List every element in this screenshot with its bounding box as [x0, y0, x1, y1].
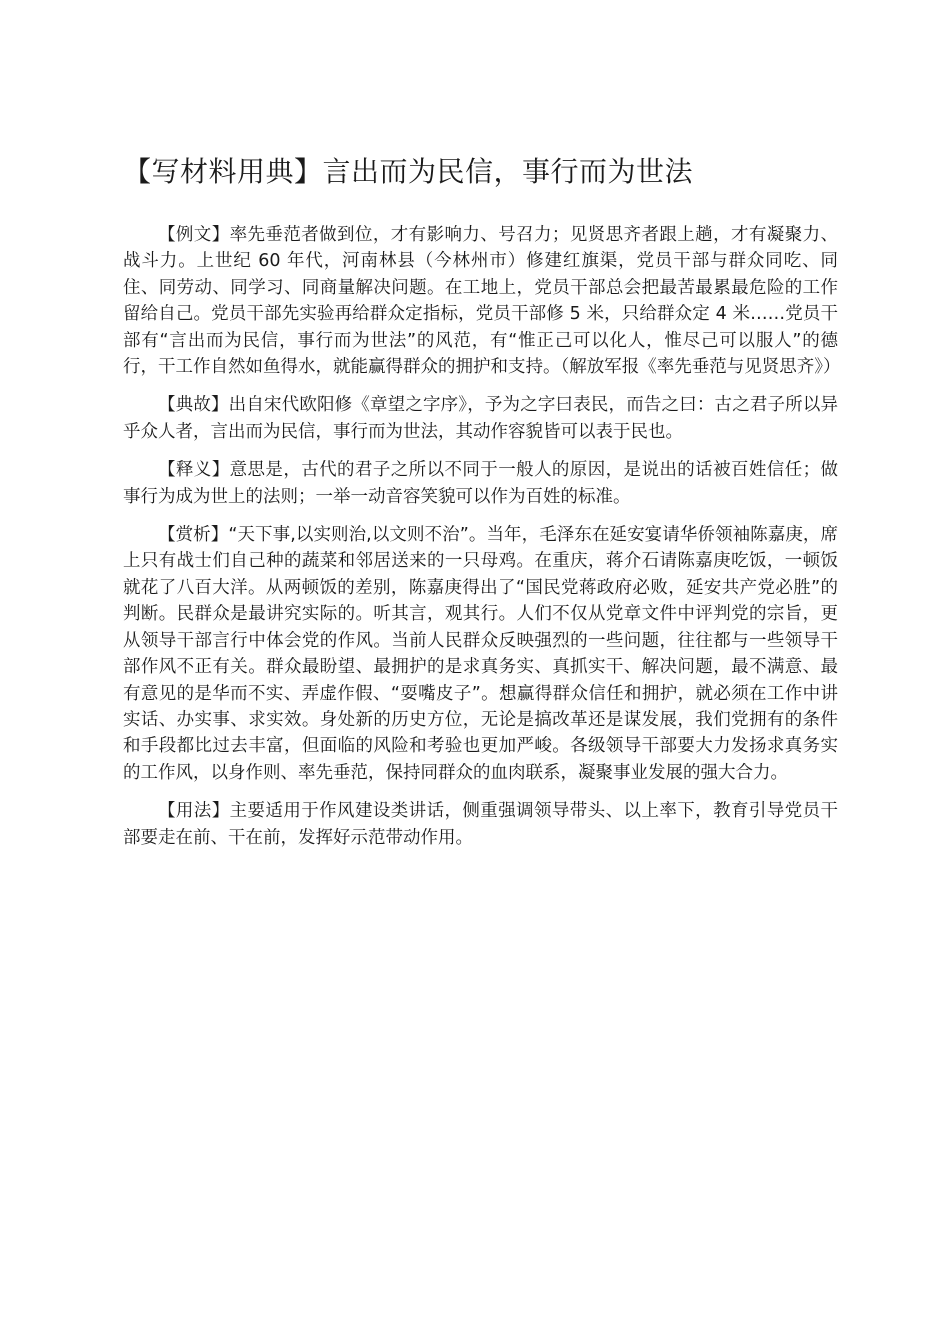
paragraph-text: 出自宋代欧阳修《章望之字序》，予为之字曰表民，而告之曰：古之君子所以异乎众人者，言出而为民信，事行而为世法，其动作容貌皆可以表于民也。: [123, 395, 839, 442]
paragraph-text: 主要适用于作风建设类讲话，侧重强调领导带头、以上率下，教育引导党员干部要走在前、干在前，发挥好示范带动作用。: [123, 801, 839, 848]
document-body: [123, 148, 841, 863]
paragraph-meaning: [123, 457, 838, 510]
paragraph-text: 意思是，古代的君子之所以不同于一般人的原因，是说出的话被百姓信任；做事行为成为世上的法则；一举一动音容笑貌可以作为百姓的标准。: [123, 460, 839, 507]
document-title: 【写材料用典】言出而为民信，事行而为世法: [123, 155, 694, 188]
paragraph-label: 【用法】: [158, 801, 230, 822]
paragraph-allusion: [123, 392, 838, 445]
paragraph-example: [123, 222, 841, 380]
paragraph-usage: [123, 798, 838, 851]
paragraph-label: 【例文】: [158, 225, 230, 245]
paragraph-text: 率先垂范者做到位，才有影响力、号召力；见贤思齐者跟上趟，才有凝聚力、战斗力。上世纪 60 年代，河南林县（今林州市）修建红旗渠，党员干部与群众同吃、同住、同劳动、同学习、同商量解决问题。在工地上，党员干部总会把最苦最累最危险的工作留给自己。党员干部先实验再给群众定指标，党员干部修 5 米，只给群众定 4 米……党员干部有“言出而为民信，事行而为世法”的风范，有“惟正己可以化人，惟尽己可以服人”的德行，干工作自然如鱼得水，就能赢得群众的拥护和支持。（解放军报《率先垂范与见贤思齐》）: [123, 225, 841, 378]
paragraph-label: 【典故】: [158, 395, 229, 416]
paragraph-label: 【释义】: [158, 460, 230, 481]
paragraph-label: 【赏析】: [158, 525, 229, 546]
paragraph-appreciation: [123, 522, 838, 786]
paragraph-text: “天下事,以实则治,以文则不治”。当年，毛泽东在延安宴请华侨领袖陈嘉庚，席上只有战士们自己种的蔬菜和邻居送来的一只母鸡。在重庆，蒋介石请陈嘉庚吃饭，一顿饭就花了八百大洋。从两顿饭的差别，陈嘉庚得出了“国民党蒋政府必败，延安共产党必胜”的判断。民群众是最讲究实际的。听其言，观其行。人们不仅从党章文件中评判党的宗旨，更从领导干部言行中体会党的作风。当前人民群众反映强烈的一些问题，往往都与一些领导干部作风不正有关。群众最盼望、最拥护的是求真务实、真抓实干、解决问题，最不满意、最有意见的是华而不实、弄虚作假、“耍嘴皮子”。想赢得群众信任和拥护，就必须在工作中讲实话、办实事、求实效。身处新的历史方位，无论是搞改革还是谋发展，我们党拥有的条件和手段都比过去丰富，但面临的风险和考验也更加严峻。各级领导干部要大力发扬求真务实的工作风，以身作则、率先垂范，保持同群众的血肉联系，凝聚事业发展的强大合力。: [123, 525, 838, 783]
